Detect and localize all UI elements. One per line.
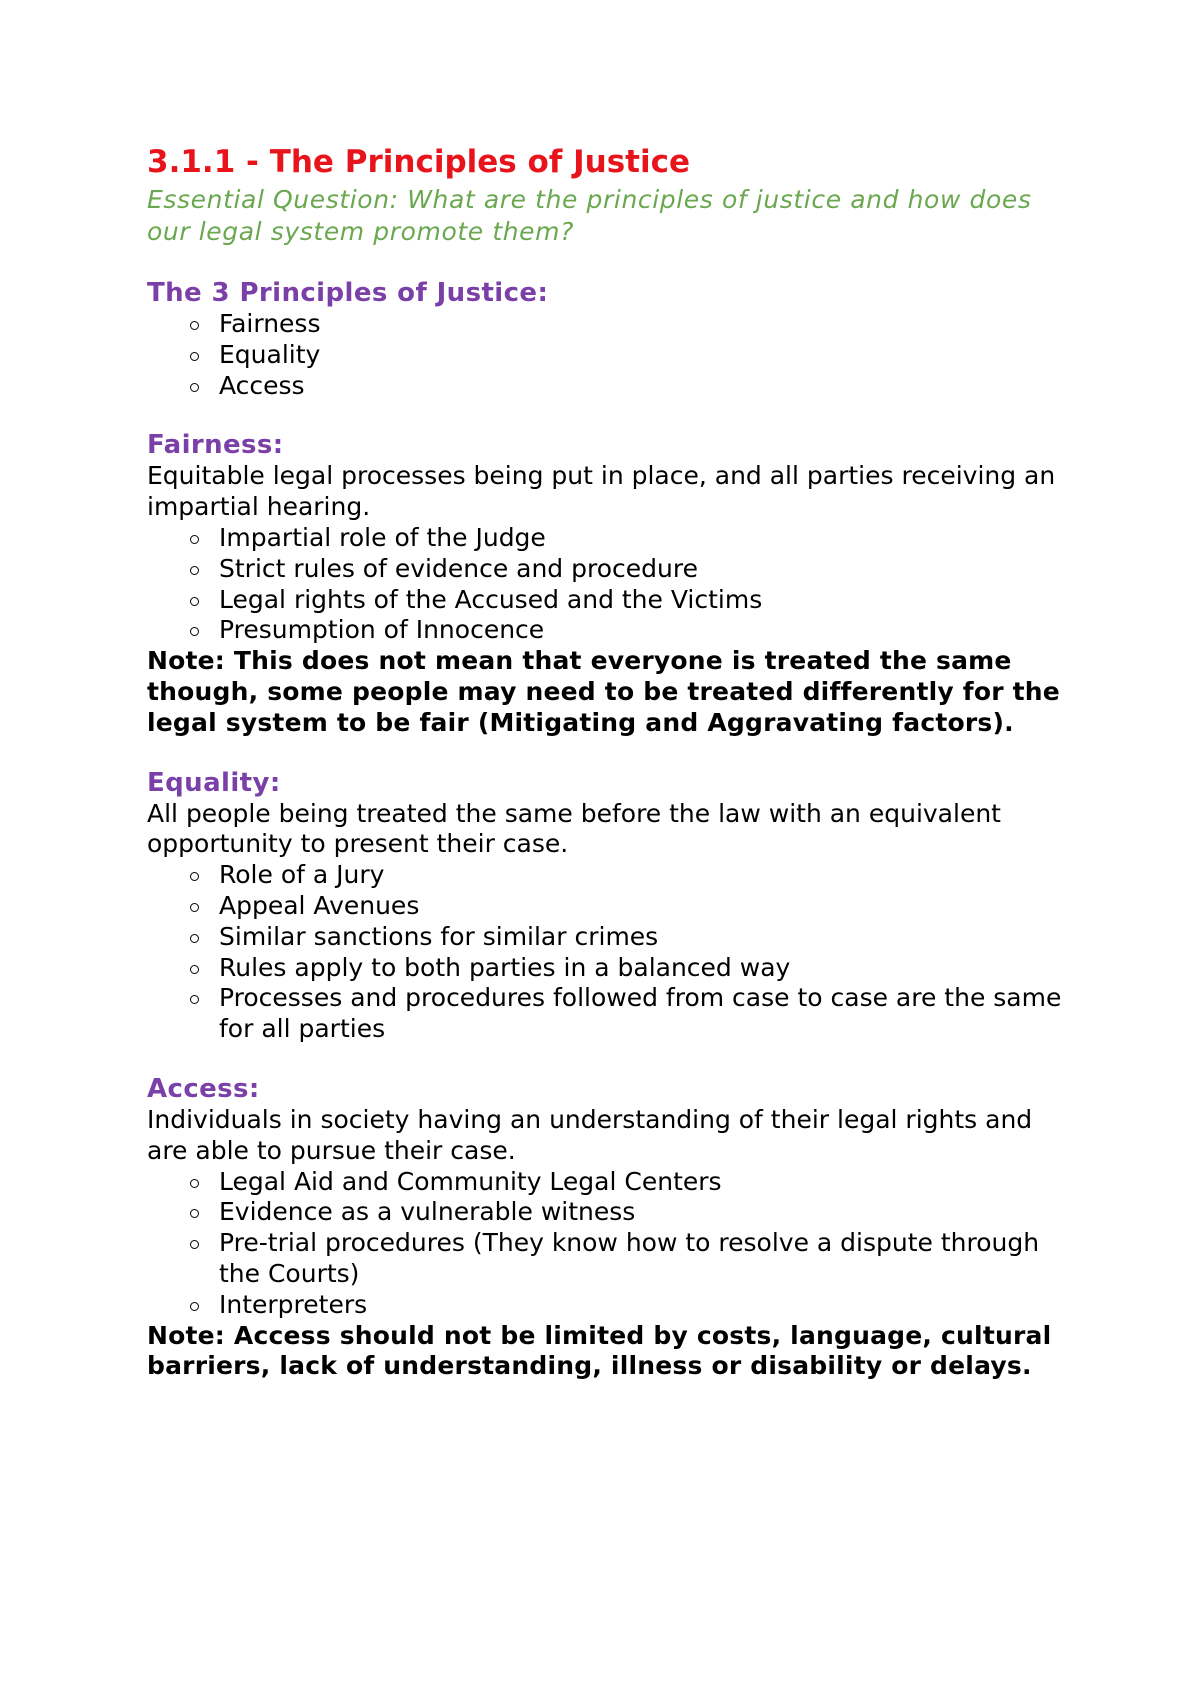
circle-bullet-icon xyxy=(187,523,201,556)
circle-bullet-icon xyxy=(187,891,201,924)
circle-bullet-icon xyxy=(187,371,201,404)
access-heading: Access: xyxy=(147,1073,260,1104)
list-item: Processes and procedures followed from case to case are the same for all parties xyxy=(147,983,1067,1045)
circle-bullet-icon xyxy=(187,1290,201,1323)
circle-bullet-icon xyxy=(187,1167,201,1200)
fairness-heading: Fairness: xyxy=(147,430,284,461)
list-item: Pre-trial procedures (They know how to resolve a dispute through the Courts) xyxy=(147,1228,1067,1290)
circle-bullet-icon xyxy=(187,953,201,986)
fairness-list xyxy=(147,523,1067,646)
list-item: Legal Aid and Community Legal Centers xyxy=(147,1167,1067,1198)
list-item: Evidence as a vulnerable witness xyxy=(147,1197,1067,1228)
access-note: Note: Access should not be limited by costs, language, cultural barriers, lack of understanding, illness or disability or delays. xyxy=(147,1320,1052,1381)
list-item: Equality xyxy=(147,340,1067,371)
circle-bullet-icon xyxy=(187,585,201,618)
equality-heading: Equality: xyxy=(147,767,281,798)
list-item: Presumption of Innocence xyxy=(147,615,1067,646)
list-item: Rules apply to both parties in a balanced way xyxy=(147,953,1067,984)
access-list xyxy=(147,1167,1067,1321)
circle-bullet-icon xyxy=(187,554,201,587)
fairness-definition: Equitable legal processes being put in place, and all parties receiving an impartial hearing. xyxy=(147,461,1056,522)
list-item: Legal rights of the Accused and the Victims xyxy=(147,585,1067,616)
document-page xyxy=(147,140,1067,1382)
circle-bullet-icon xyxy=(187,922,201,955)
principles-list xyxy=(147,309,1067,401)
list-item: Interpreters xyxy=(147,1290,1067,1321)
circle-bullet-icon xyxy=(187,615,201,648)
circle-bullet-icon xyxy=(187,309,201,342)
document-title: 3.1.1 - The Principles of Justice xyxy=(147,144,691,180)
access-definition: Individuals in society having an understanding of their legal rights and are able to pursue their case. xyxy=(147,1104,1033,1165)
essential-question: Essential Question: What are the principles of justice and how does our legal system promote them? xyxy=(147,185,1032,246)
list-item: Impartial role of the Judge xyxy=(147,523,1067,554)
circle-bullet-icon xyxy=(187,983,201,1016)
circle-bullet-icon xyxy=(187,340,201,373)
list-item: Strict rules of evidence and procedure xyxy=(147,554,1067,585)
circle-bullet-icon xyxy=(187,860,201,893)
list-item: Access xyxy=(147,371,1067,402)
equality-list xyxy=(147,860,1067,1045)
circle-bullet-icon xyxy=(187,1197,201,1230)
fairness-note: Note: This does not mean that everyone is treated the same though, some people may need to be treated differently for the legal system to be fair (Mitigating and Aggravating factors). xyxy=(147,646,1060,737)
list-item: Role of a Jury xyxy=(147,860,1067,891)
list-item: Appeal Avenues xyxy=(147,891,1067,922)
principles-heading: The 3 Principles of Justice: xyxy=(147,278,549,308)
list-item: Similar sanctions for similar crimes xyxy=(147,922,1067,953)
circle-bullet-icon xyxy=(187,1228,201,1261)
equality-definition: All people being treated the same before the law with an equivalent opportunity to present their case. xyxy=(147,798,1001,859)
list-item: Fairness xyxy=(147,309,1067,340)
